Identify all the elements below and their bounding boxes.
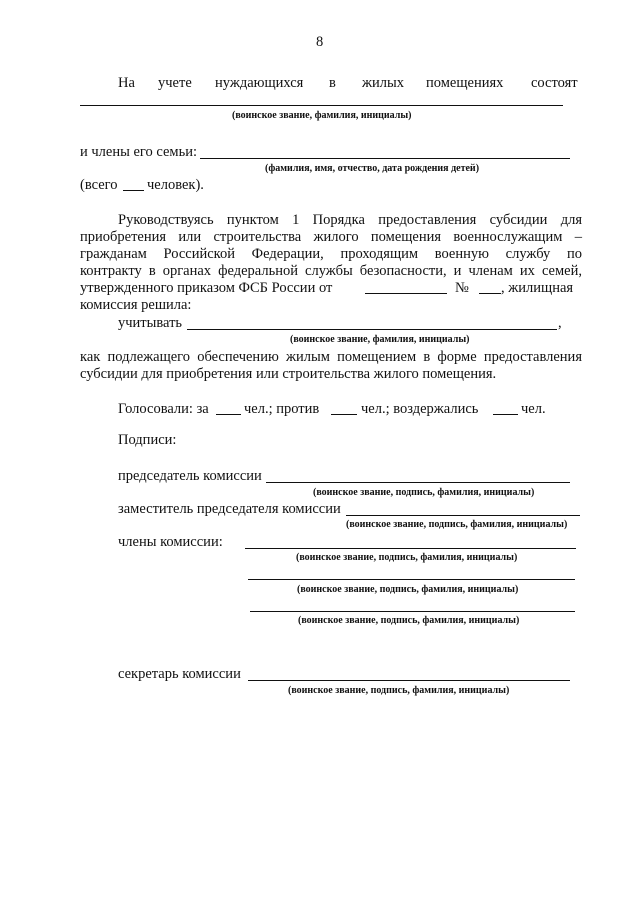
consider-comma: , xyxy=(558,315,562,331)
rank-name-line[interactable] xyxy=(80,105,563,106)
body-line-1: Руководствуясь пунктом 1 Порядка предоставления субсидии для xyxy=(118,212,582,228)
total-prefix: (всего xyxy=(80,177,118,193)
order-number-blank[interactable] xyxy=(479,293,501,294)
body-line-2: приобретения или строительства жилого помещения военнослужащим – xyxy=(80,229,582,245)
vote-for-suffix: чел.; против xyxy=(244,401,320,417)
vote-abstain-blank[interactable] xyxy=(493,414,518,415)
body-line-4: контракту в органах федеральной службы безопасности, и членам их семей, xyxy=(80,263,582,279)
page-number: 8 xyxy=(316,34,324,50)
body-line-5a: утвержденного приказом ФСБ России от xyxy=(80,280,333,296)
p1-word-4: в xyxy=(329,75,336,91)
p1-word-7: состоят xyxy=(531,75,578,91)
vote-for-blank[interactable] xyxy=(216,414,241,415)
body-line-5c: , жилищная xyxy=(501,280,574,296)
body-line-6: комиссия решила: xyxy=(80,297,192,313)
family-label: и члены его семьи: xyxy=(80,144,197,160)
signatures-title: Подписи: xyxy=(118,432,177,448)
consider-label: учитывать xyxy=(118,315,183,331)
member-1-signature-line[interactable] xyxy=(245,548,576,549)
secretary-signature-line[interactable] xyxy=(248,680,570,681)
consider-caption: (воинское звание, фамилия, инициалы) xyxy=(290,334,470,345)
member-2-caption: (воинское звание, подпись, фамилия, инициалы) xyxy=(297,584,519,595)
order-date-blank[interactable] xyxy=(365,293,447,294)
body-line-3: гражданам Российской Федерации, проходящим военную службу по xyxy=(80,246,582,262)
consider-line[interactable] xyxy=(187,329,557,330)
secretary-caption: (воинское звание, подпись, фамилия, инициалы) xyxy=(288,685,510,696)
secretary-label: секретарь комиссии xyxy=(118,666,241,682)
chairman-caption: (воинское звание, подпись, фамилия, инициалы) xyxy=(313,487,535,498)
consider-line-2: субсидии для приобретения или строительства жилого помещения. xyxy=(80,366,497,382)
body-line-5b: № xyxy=(455,280,469,296)
consider-line-1: как подлежащего обеспечению жилым помещением в форме предоставления xyxy=(80,349,582,365)
p1-word-5: жилых xyxy=(362,75,405,91)
p1-word-2: учете xyxy=(158,75,192,91)
total-suffix: человек). xyxy=(147,177,204,193)
vote-label: Голосовали: за xyxy=(118,401,209,417)
family-caption: (фамилия, имя, отчество, дата рождения детей) xyxy=(265,163,480,174)
deputy-caption: (воинское звание, подпись, фамилия, инициалы) xyxy=(346,519,568,530)
family-line[interactable] xyxy=(200,158,570,159)
member-1-caption: (воинское звание, подпись, фамилия, инициалы) xyxy=(296,552,518,563)
vote-abstain-suffix: чел. xyxy=(521,401,546,417)
members-label: члены комиссии: xyxy=(118,534,223,550)
chairman-label: председатель комиссии xyxy=(118,468,262,484)
p1-word-6: помещениях xyxy=(426,75,504,91)
chairman-signature-line[interactable] xyxy=(266,482,570,483)
total-count-blank[interactable] xyxy=(123,190,144,191)
deputy-label: заместитель председателя комиссии xyxy=(118,501,341,517)
deputy-signature-line[interactable] xyxy=(346,515,580,516)
vote-against-blank[interactable] xyxy=(331,414,357,415)
member-3-caption: (воинское звание, подпись, фамилия, инициалы) xyxy=(298,615,520,626)
rank-name-caption: (воинское звание, фамилия, инициалы) xyxy=(232,110,412,121)
p1-word-3: нуждающихся xyxy=(215,75,304,91)
p1-word-1: На xyxy=(118,75,135,91)
member-3-signature-line[interactable] xyxy=(250,611,575,612)
vote-against-suffix: чел.; воздержались xyxy=(361,401,479,417)
member-2-signature-line[interactable] xyxy=(248,579,575,580)
